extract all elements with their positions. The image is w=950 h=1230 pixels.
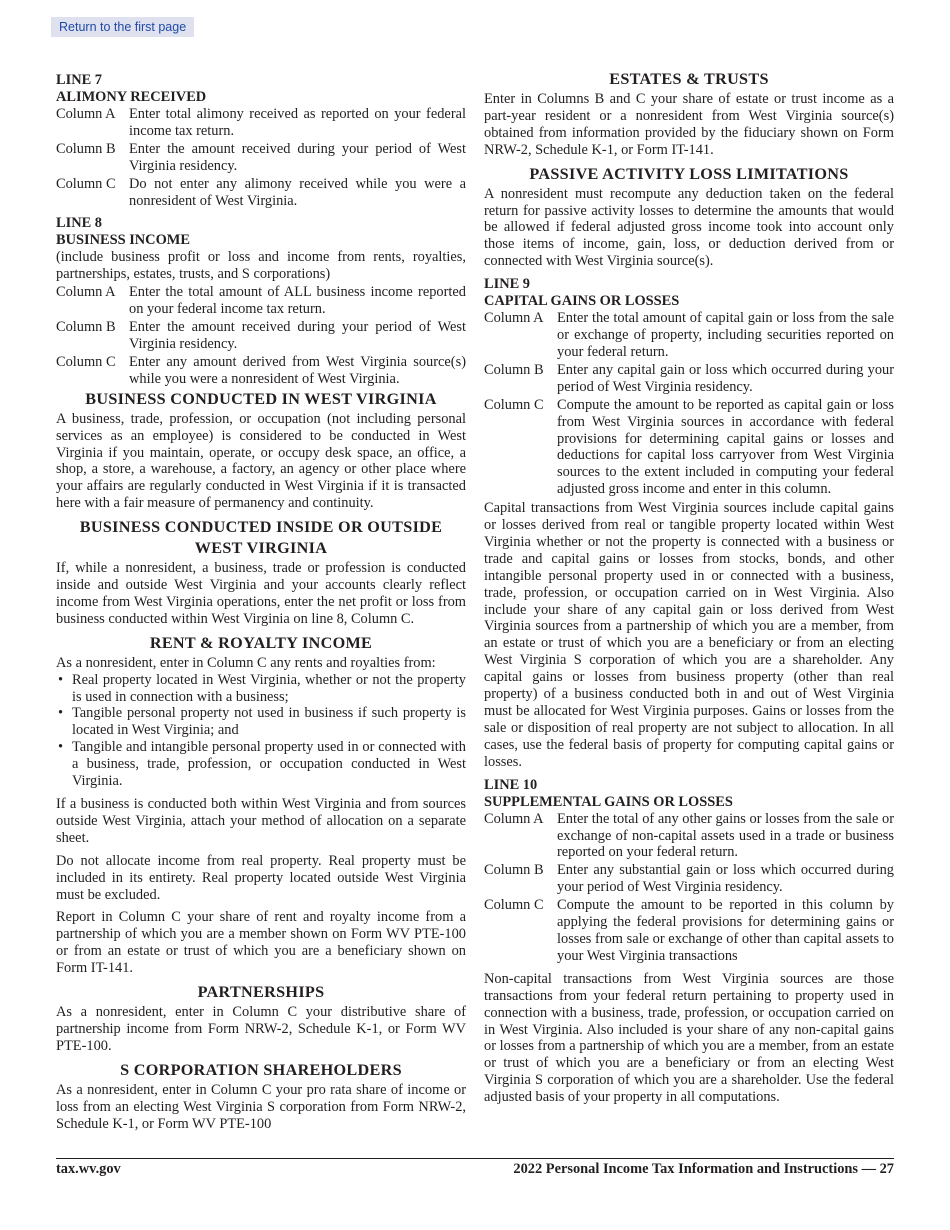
line10-title: SUPPLEMENTAL GAINS OR LOSSES xyxy=(484,793,733,810)
list-item: • Tangible personal property not used in business if such property is located in West Virginia; and xyxy=(56,705,466,739)
column-text: Enter any amount derived from West Virginia source(s) while you were a nonresident of West Virginia. xyxy=(129,353,466,387)
column-label: Column A xyxy=(484,310,544,327)
column-text: Compute the amount to be reported as capital gain or loss from West Virginia sources in accordance with federal provisions for determining capital gains or losses and deductions for capital loss carryover from West Virginia sources to the extent included in computing your federal adjusted gross income and enter in this column. xyxy=(557,396,894,498)
column-label: Column B xyxy=(484,862,544,879)
line9-number: LINE 9 xyxy=(484,276,530,293)
business-inside-outside-heading-line1: BUSINESS CONDUCTED INSIDE OR OUTSIDE xyxy=(79,518,443,537)
partnerships-text: As a nonresident, enter in Column C your distributive share of partnership income from Form NRW-2, Schedule K-1, or Form WV PTE-100. xyxy=(56,1004,466,1054)
footer-page-title: 2022 Personal Income Tax Information and Instructions — 27 xyxy=(513,1161,894,1177)
line7-title: ALIMONY RECEIVED xyxy=(56,89,207,105)
line10-number: LINE 10 xyxy=(484,776,538,793)
column-text: Enter any capital gain or loss which occurred during your period of West Virginia residency. xyxy=(557,361,894,395)
column-text: Enter the total amount of ALL business income reported on your federal income tax return. xyxy=(129,284,466,318)
line9-column-a xyxy=(484,310,894,361)
line10-column-c xyxy=(484,897,894,965)
column-text: Compute the amount to be reported in this column by applying the federal provisions for determining gains or losses from sale or exchange of other than capital assets to your West Virginia transactions xyxy=(557,897,894,964)
business-inside-outside-heading-line2: WEST VIRGINIA xyxy=(194,539,328,558)
footer-divider xyxy=(56,1158,894,1159)
rent-royalty-paragraph-2: Do not allocate income from real property. Real property must be included in its entirety. Real property located outside West Virginia must be excluded. xyxy=(56,852,466,903)
line9-column-c xyxy=(484,397,894,498)
line10-text: Non-capital transactions from West Virginia sources are those transactions from your federal return pertaining to property used in connection with a business, trade, profession, or occupation carried on in West Virginia. Also included is your share of any non-capital gains or losses from a partnership of which you are a member, from an estate or trust of which you are a beneficiary or from an electing West Virginia S corporation of which you are a shareholder. Use the federal adjusted basis of your property in all computations. xyxy=(484,970,894,1106)
line7-column-c xyxy=(56,176,466,210)
estates-trusts-text: Enter in Columns B and C your share of estate or trust income as a part-year resident or a nonresident from West Virginia source(s) obtained from information provided by the fiduciary shown on Form NRW-2, Schedule K-1, or Form IT-141. xyxy=(484,91,894,158)
line9-title: CAPITAL GAINS OR LOSSES xyxy=(484,293,680,310)
line9-text: Capital transactions from West Virginia sources include capital gains or losses derived from real or tangible property located within West Virginia whether or not the property is connected with a business or trade and capital gains or losses from stocks, bonds, and other intangible personal property used in or connected with a business, trade, profession, or occupation carried on in West Virginia. Also include your share of any capital gain or loss derived from West Virginia sources from a partnership of which you are a member, from an estate or trust of which you are a beneficiary or from an electing West Virginia S corporation of which you are a shareholder. Any capital gains or losses from business property (other than real property) of a business conducted both in and out of West Virginia must be allocated for West Virginia purposes. Gains or losses from the sale or disposition of real property are not subject to allocation. In all cases, use the federal basis of property for computing capital gains or losses. xyxy=(484,500,894,770)
right-column xyxy=(484,70,894,1112)
column-text: Enter the total of any other gains or losses from the sale or exchange of non-capital assets used in a trade or business reported on your federal return. xyxy=(557,810,894,861)
line9-column-b xyxy=(484,362,894,396)
line8-column-c xyxy=(56,354,466,388)
business-conducted-in-wv-text: A business, trade, profession, or occupation (not including personal services as an employee) is considered to be conducted in West Virginia if you maintain, operate, or occupy desk space, an office, a shop, a store, a warehouse, a factory, an agency or other place where your affairs are regularly conducted in West Virginia if it is transacted here with a fair measure of permanency and continuity. xyxy=(56,410,466,512)
business-inside-outside-text: If, while a nonresident, a business, trade or profession is conducted inside and outside West Virginia and your accounts clearly reflect income from West Virginia operations, enter the net profit or loss from business conducted within West Virginia on line 8, Column C. xyxy=(56,560,466,627)
estates-trusts-heading: ESTATES & TRUSTS xyxy=(609,70,769,88)
line7-column-a xyxy=(56,106,466,140)
column-text: Enter the amount received during your period of West Virginia residency. xyxy=(129,319,466,352)
column-text: Enter total alimony received as reported on your federal income tax return. xyxy=(129,106,466,139)
column-label: Column C xyxy=(484,396,544,413)
column-label: Column A xyxy=(56,106,116,122)
passive-activity-text: A nonresident must recompute any deduction taken on the federal return for passive activity losses to determine the amounts that would be allowed if federal adjusted gross income took into account only those items of income, gain, loss, or deduction derived from or connected with West Virginia source(s). xyxy=(484,185,894,270)
column-label: Column B xyxy=(484,361,544,378)
line8-column-b xyxy=(56,319,466,353)
line7-number: LINE 7 xyxy=(56,72,102,88)
rent-royalty-intro: As a nonresident, enter in Column C any rents and royalties from: xyxy=(56,654,436,671)
line8-note: (include business profit or loss and income from rents, royalties, partnerships, estates, trusts, and S corporations) xyxy=(56,249,466,283)
line7-column-b xyxy=(56,141,466,175)
column-text: Enter the amount received during your period of West Virginia residency. xyxy=(129,140,466,174)
rent-royalty-paragraph-3: Report in Column C your share of rent and royalty income from a partnership of which you are a member shown on Form WV PTE-100 or from an estate or trust of which you are a beneficiary shown on Form IT-141. xyxy=(56,909,466,977)
rent-royalty-list xyxy=(56,672,466,790)
line8-column-a xyxy=(56,284,466,318)
line8-number: LINE 8 xyxy=(56,215,102,232)
left-column xyxy=(56,70,466,1139)
s-corporation-text: As a nonresident, enter in Column C your pro rata share of income or loss from an electing West Virginia S corporation from Form NRW-2, Schedule K-1, or Form WV PTE-100 xyxy=(56,1081,466,1132)
footer-website: tax.wv.gov xyxy=(56,1161,121,1177)
column-label: Column B xyxy=(56,319,116,336)
column-label: Column A xyxy=(484,810,544,827)
s-corporation-heading: S CORPORATION SHAREHOLDERS xyxy=(120,1060,402,1079)
column-label: Column C xyxy=(56,353,116,370)
line10-column-a xyxy=(484,811,894,862)
business-conducted-in-wv-heading: BUSINESS CONDUCTED IN WEST VIRGINIA xyxy=(85,389,437,408)
line8-title: BUSINESS INCOME xyxy=(56,232,190,249)
column-label: Column C xyxy=(484,897,544,914)
column-label: Column B xyxy=(56,140,116,157)
passive-activity-heading: PASSIVE ACTIVITY LOSS LIMITATIONS xyxy=(529,164,849,183)
column-text: Enter the total amount of capital gain or loss from the sale or exchange of property, including securities reported on your federal return. xyxy=(557,310,894,360)
column-text: Enter any substantial gain or loss which occurred during your period of West Virginia residency. xyxy=(557,862,894,896)
list-item: • Real property located in West Virginia, whether or not the property is used in connection with a business; xyxy=(56,672,466,706)
column-label: Column C xyxy=(56,175,116,192)
rent-royalty-paragraph-1: If a business is conducted both within West Virginia and from sources outside West Virginia, attach your method of allocation on a separate sheet. xyxy=(56,796,466,846)
rent-royalty-heading: RENT & ROYALTY INCOME xyxy=(149,633,373,652)
line10-column-b xyxy=(484,862,894,896)
column-text: Do not enter any alimony received while you were a nonresident of West Virginia. xyxy=(129,175,466,209)
return-to-first-page-button[interactable]: Return to the first page xyxy=(51,17,194,37)
partnerships-heading: PARTNERSHIPS xyxy=(197,983,325,1002)
column-label: Column A xyxy=(56,284,116,301)
list-item: • Tangible and intangible personal property used in or connected with a business, trade, profession, or occupation conducted in West Virginia. xyxy=(56,739,466,790)
